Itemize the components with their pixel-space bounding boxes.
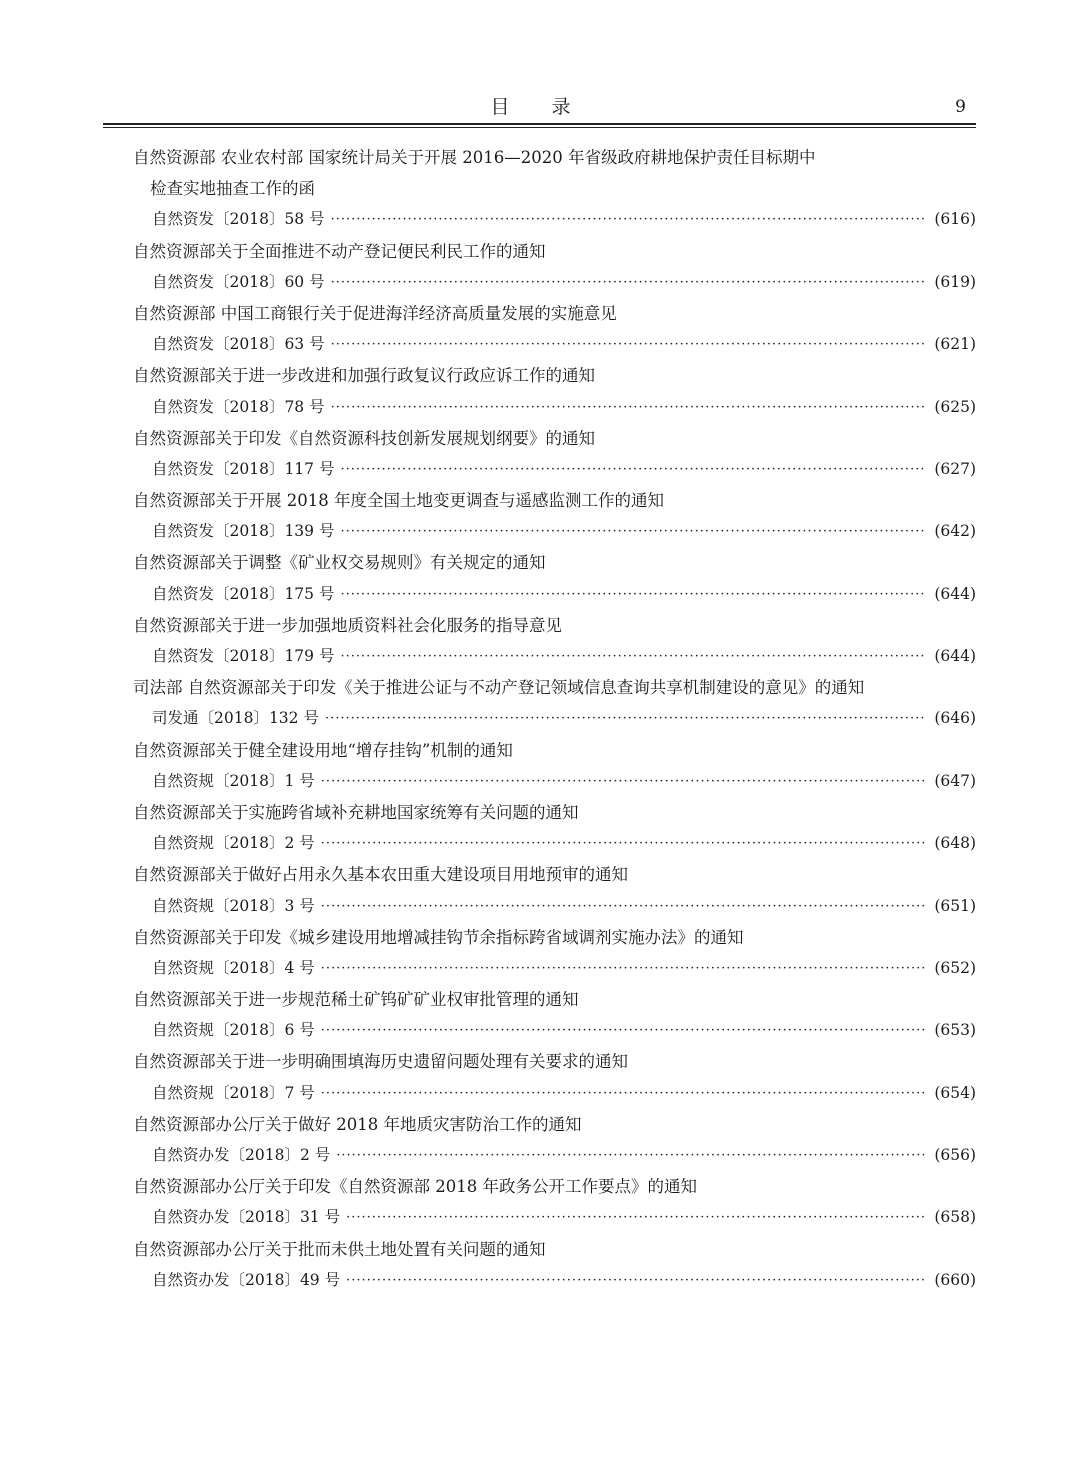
entry-title: 自然资源部 农业农村部 国家统计局关于开展 2016—2020 年省级政府耕地保护责任目标期中 (133, 148, 816, 167)
toc-entry (133, 672, 976, 734)
entry-reference-line (133, 392, 976, 423)
entry-reference-line (133, 1140, 976, 1171)
entry-title: 司法部 自然资源部关于印发《关于推进公证与不动产登记领域信息查询共享机制建设的意见》的通知 (133, 678, 865, 698)
document-number: 自然资办发〔2018〕31 号 (152, 1208, 341, 1227)
entry-title: 自然资源部 中国工商银行关于促进海洋经济高质量发展的实施意见 (133, 303, 617, 323)
page-reference: (644) (934, 647, 976, 665)
toc-entry (133, 1171, 976, 1233)
entry-reference-line (133, 454, 976, 485)
header-rule-thick (103, 123, 976, 125)
document-number: 自然资发〔2018〕139 号 (152, 522, 335, 541)
toc-entry (133, 423, 976, 485)
entry-reference-line (133, 329, 976, 360)
entry-title: 自然资源部关于印发《自然资源科技创新发展规划纲要》的通知 (133, 428, 595, 448)
entry-reference-line (133, 891, 976, 922)
entry-reference-line (133, 1265, 976, 1296)
entry-title: 自然资源部关于健全建设用地“增存挂钩”机制的通知 (133, 740, 513, 760)
document-number: 自然资规〔2018〕4 号 (152, 958, 315, 977)
document-number: 自然资规〔2018〕3 号 (152, 896, 315, 915)
toc-entry (133, 547, 976, 609)
document-number: 自然资规〔2018〕2 号 (152, 834, 315, 853)
entry-reference-line (133, 204, 976, 235)
entry-title: 自然资源部关于实施跨省域补充耕地国家统筹有关问题的通知 (133, 802, 579, 822)
document-number: 自然资规〔2018〕7 号 (152, 1083, 315, 1102)
entry-reference-line (133, 953, 976, 984)
page-reference: (648) (934, 834, 976, 853)
entry-title: 自然资源部关于调整《矿业权交易规则》有关规定的通知 (133, 553, 546, 573)
page-reference: (647) (934, 771, 976, 790)
dot-leader (331, 267, 927, 298)
dot-leader (321, 1015, 927, 1046)
entry-reference-line (133, 579, 976, 610)
entry-title: 自然资源部关于进一步明确围填海历史遗留问题处理有关要求的通知 (133, 1052, 628, 1072)
dot-leader (321, 891, 927, 922)
entry-title: 自然资源部关于印发《城乡建设用地增减挂钩节余指标跨省域调剂实施办法》的通知 (133, 927, 744, 947)
entry-title: 自然资源部关于进一步规范稀土矿钨矿矿业权审批管理的通知 (133, 990, 579, 1010)
dot-leader (336, 1140, 926, 1171)
toc-entry (133, 859, 976, 921)
document-number: 自然资发〔2018〕179 号 (152, 647, 335, 665)
document-number: 自然资办发〔2018〕49 号 (152, 1270, 341, 1289)
dot-leader (331, 204, 927, 235)
page-title: 目 录 (490, 96, 589, 118)
page-reference: (656) (934, 1146, 976, 1164)
toc-entry (133, 298, 976, 360)
toc-entry (133, 485, 976, 547)
document-number: 司发通〔2018〕132 号 (152, 709, 319, 728)
toc-entry (133, 922, 976, 984)
document-number: 自然资发〔2018〕63 号 (152, 335, 325, 354)
document-number: 自然资办发〔2018〕2 号 (152, 1146, 331, 1164)
dot-leader (346, 1202, 926, 1233)
document-number: 自然资发〔2018〕58 号 (152, 210, 325, 229)
toc-list (133, 142, 976, 1296)
page-reference: (658) (934, 1208, 976, 1227)
document-number: 自然资规〔2018〕6 号 (152, 1021, 315, 1040)
document-number: 自然资发〔2018〕175 号 (152, 584, 335, 603)
toc-entry (133, 1234, 976, 1296)
dot-leader (321, 1078, 927, 1109)
page-reference: (652) (934, 958, 976, 977)
dot-leader (340, 579, 926, 610)
page-header (103, 92, 976, 122)
toc-entry (133, 142, 976, 236)
entry-reference-line (133, 828, 976, 859)
page-reference: (653) (934, 1021, 976, 1040)
entry-title: 自然资源部关于进一步加强地质资料社会化服务的指导意见 (133, 615, 562, 635)
entry-title: 自然资源部关于全面推进不动产登记便民利民工作的通知 (133, 241, 546, 261)
toc-entry (133, 735, 976, 797)
dot-leader (321, 953, 927, 984)
entry-title: 自然资源部办公厅关于印发《自然资源部 2018 年政务公开工作要点》的通知 (133, 1177, 697, 1197)
entry-reference-line (133, 641, 976, 672)
toc-entry (133, 610, 976, 672)
document-number: 自然资发〔2018〕78 号 (152, 397, 325, 416)
entry-reference-line (133, 766, 976, 797)
dot-leader (340, 454, 926, 485)
page-reference: (627) (934, 459, 976, 478)
page-reference: (619) (934, 272, 976, 291)
entry-reference-line (133, 267, 976, 298)
toc-entry (133, 797, 976, 859)
header-rule-thin (103, 127, 976, 128)
page-reference: (616) (934, 210, 976, 229)
dot-leader (321, 766, 927, 797)
page-reference: (654) (934, 1083, 976, 1102)
entry-reference-line (133, 1078, 976, 1109)
page-reference: (660) (934, 1270, 976, 1289)
dot-leader (331, 392, 927, 423)
document-number: 自然资规〔2018〕1 号 (152, 771, 315, 790)
dot-leader (331, 329, 927, 360)
entry-title: 自然资源部办公厅关于做好 2018 年地质灾害防治工作的通知 (133, 1114, 582, 1134)
entry-title: 自然资源部关于进一步改进和加强行政复议行政应诉工作的通知 (133, 366, 595, 386)
dot-leader (340, 641, 926, 672)
page-reference: (621) (934, 335, 976, 354)
page-reference: (642) (934, 522, 976, 541)
toc-entry (133, 1109, 976, 1171)
entry-title: 自然资源部关于开展 2018 年度全国土地变更调查与遥感监测工作的通知 (133, 491, 664, 511)
entry-reference-line (133, 1202, 976, 1233)
toc-entry (133, 360, 976, 422)
dot-leader (340, 516, 926, 547)
toc-entry (133, 1046, 976, 1108)
document-number: 自然资发〔2018〕60 号 (152, 272, 325, 291)
page-reference: (644) (934, 584, 976, 603)
toc-entry (133, 984, 976, 1046)
dot-leader (321, 828, 927, 859)
dot-leader (325, 703, 926, 734)
page-reference: (625) (934, 397, 976, 416)
page-reference: (646) (934, 709, 976, 728)
entry-title: 自然资源部办公厅关于批而未供土地处置有关问题的通知 (133, 1239, 546, 1259)
document-number: 自然资发〔2018〕117 号 (152, 459, 335, 478)
entry-reference-line (133, 703, 976, 734)
dot-leader (346, 1265, 926, 1296)
entry-title: 自然资源部关于做好占用永久基本农田重大建设项目用地预审的通知 (133, 865, 628, 885)
entry-reference-line (133, 1015, 976, 1046)
toc-entry (133, 236, 976, 298)
page-number: 9 (955, 97, 966, 117)
entry-reference-line (133, 516, 976, 547)
entry-title-continuation: 检查实地抽查工作的函 (150, 179, 315, 199)
page-reference: (651) (934, 896, 976, 915)
